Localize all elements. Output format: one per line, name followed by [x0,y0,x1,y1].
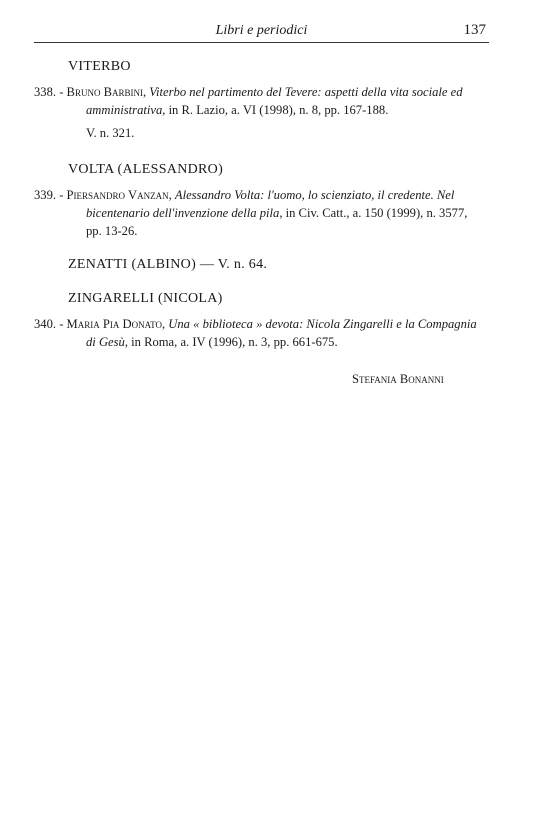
page-number: 137 [463,22,486,38]
entry-338 [34,83,489,119]
entry-number: 339. [34,188,57,202]
entry-publication: , in Roma, a. IV (1996), n. 3, pp. 661-675. [124,335,338,349]
entry-number: 340. [34,317,57,331]
entry-338-line-2 [34,101,489,119]
entry-author: Piersandro Vanzan [66,188,169,202]
entry-339-line-3 [34,222,489,240]
section-heading-volta: VOLTA (ALESSANDRO) [68,162,224,177]
entry-title-cont: di Gesù [86,335,125,349]
entry-340-line-1: 340. - Maria Pia Donato, Una « biblioteca » devota: Nicola Zingarelli e la Compagnia [34,317,477,331]
entry-340 [34,315,489,351]
entry-339-line-2 [34,204,489,222]
entry-339-line-1: 339. - Piersandro Vanzan, Alessandro Volta: l'uomo, lo scienziato, il credente. Nel [34,188,455,202]
section-heading-zingarelli: ZINGARELLI (NICOLA) [68,291,223,306]
entry-publication: , in Civ. Catt., a. 150 (1999), n. 3577, [279,206,468,220]
entry-author: Maria Pia Donato [66,317,162,331]
running-head-title: Libri e periodici [215,23,308,38]
section-heading-viterbo: VITERBO [68,59,131,74]
entry-title-cont: amministrativa [86,103,163,117]
running-head [34,20,489,44]
entry-author: Bruno Barbini [66,85,143,99]
entry-publication: , in R. Lazio, a. VI (1998), n. 8, pp. 167-188. [162,103,389,117]
author-signature: Stefania Bonanni [352,372,444,386]
entry-title-cont: bicentenario dell'invenzione della pila [86,206,280,220]
entry-publication-cont: pp. 13-26. [86,224,138,238]
entry-title: Alessandro Volta: l'uomo, lo scienziato, il credente. Nel [174,188,455,202]
entry-339 [34,186,489,240]
entry-338-line-1: 338. - Bruno Barbini, Viterbo nel partimento del Tevere: aspetti della vita sociale ed [34,85,463,99]
see-also-321: V. n. 321. [86,126,135,140]
entry-number: 338. [34,85,57,99]
entry-title: Una « biblioteca » devota: Nicola Zingarelli e la Compagnia [168,317,477,331]
entry-340-line-2 [34,333,489,351]
header-rule [34,42,489,43]
entry-title: Viterbo nel partimento del Tevere: aspetti della vita sociale ed [149,85,463,99]
section-heading-zenatti: ZENATTI (ALBINO) — V. n. 64. [68,257,268,272]
